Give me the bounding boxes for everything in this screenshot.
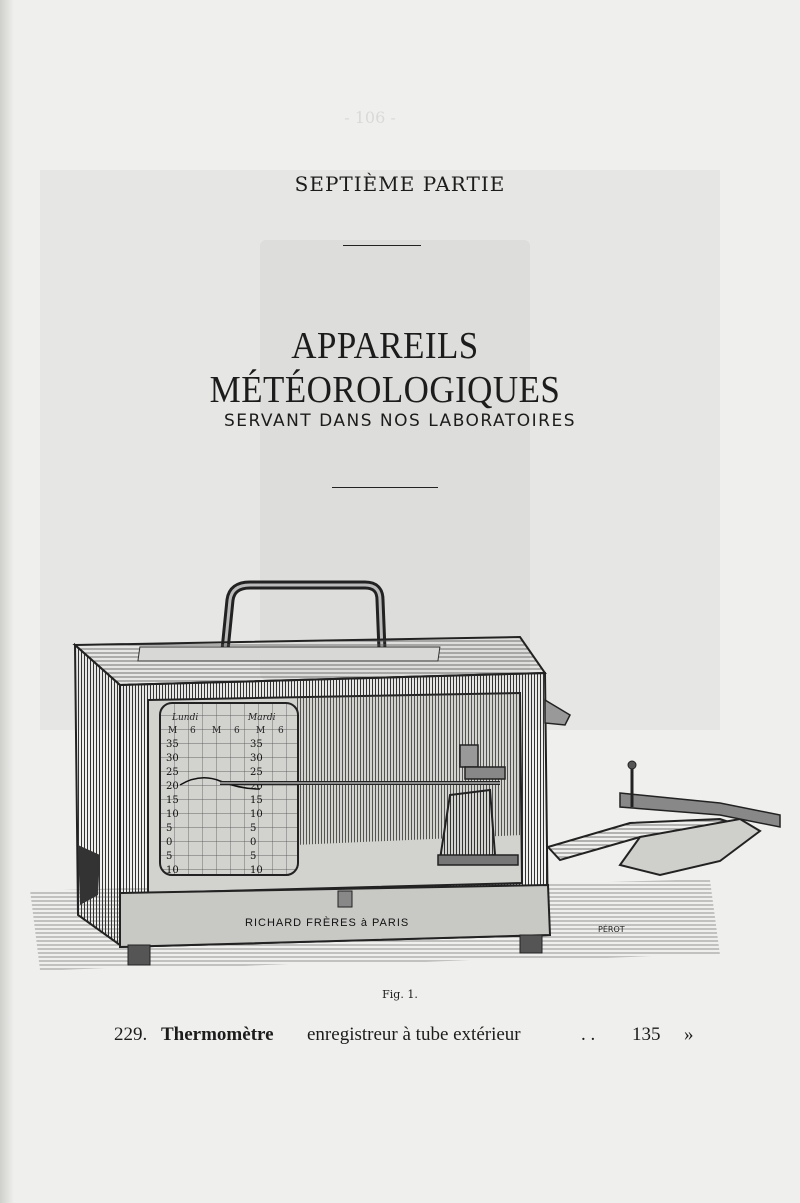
entry-leader: . . <box>581 1024 596 1045</box>
entry-name: Thermomètre <box>161 1024 274 1045</box>
chart-scale-label: 15 <box>166 795 179 806</box>
chart-time-label: M <box>256 726 266 736</box>
chart-scale-label: 30 <box>166 753 179 764</box>
chart-scale-label: 5 <box>166 851 173 862</box>
chart-scale-label: 5 <box>250 851 257 862</box>
chart-scale-label: 35 <box>250 739 263 750</box>
chart-time-label: 6 <box>190 726 196 736</box>
section-subtitle: SERVANT DANS NOS LABORATOIRES <box>223 411 576 431</box>
chart-scale-label: 20 <box>166 781 179 792</box>
entry-number: 229. <box>114 1024 148 1045</box>
chart-time-label: M <box>212 726 222 736</box>
divider-rule-2 <box>332 487 438 488</box>
chart-scale-label: 30 <box>250 753 263 764</box>
entry-description: enregistreur à tube extérieur <box>307 1024 521 1045</box>
chart-scale-label: 10 <box>250 809 263 820</box>
chart-scale-label: 10 <box>166 809 179 820</box>
case-base <box>120 885 550 947</box>
chart-scale-label: 10 <box>250 865 263 876</box>
divider-rule <box>343 245 421 246</box>
pen-mechanism <box>440 790 495 859</box>
chart-time-label: M <box>168 726 178 736</box>
engraver-signature: PÉROT <box>598 925 625 934</box>
chart-time-label: 6 <box>278 726 284 736</box>
chart-scale-label: 0 <box>250 837 257 848</box>
chart-day-right: Mardi <box>248 713 276 723</box>
chart-scale-label: 10 <box>166 865 179 876</box>
chart-scale-label: 5 <box>250 823 257 834</box>
figure-caption: Fig. 1. <box>382 988 418 1001</box>
maker-label: RICHARD FRÈRES à PARIS <box>245 917 410 929</box>
chart-time-label: 6 <box>234 726 240 736</box>
chart-scale-label: 25 <box>166 767 179 778</box>
chart-scale-label: 25 <box>250 767 263 778</box>
chart-scale-label: 35 <box>166 739 179 750</box>
chart-day-left: Lundi <box>172 713 199 723</box>
chart-scale-label: 0 <box>166 837 173 848</box>
entry-ditto-mark: » <box>684 1024 694 1045</box>
entry-price: 135 <box>632 1024 661 1045</box>
catalog-entry <box>114 1024 714 1048</box>
section-title: APPAREILS MÉTÉOROLOGIQUES <box>209 325 561 411</box>
chart-scale-label: 15 <box>250 795 263 806</box>
bleed-through-page-number: - 106 - <box>344 108 396 127</box>
chart-scale-label: 5 <box>166 823 173 834</box>
thermograph-illustration <box>20 575 790 980</box>
part-heading: SEPTIÈME PARTIE <box>294 172 506 196</box>
chart-scale-label: 20 <box>250 781 263 792</box>
